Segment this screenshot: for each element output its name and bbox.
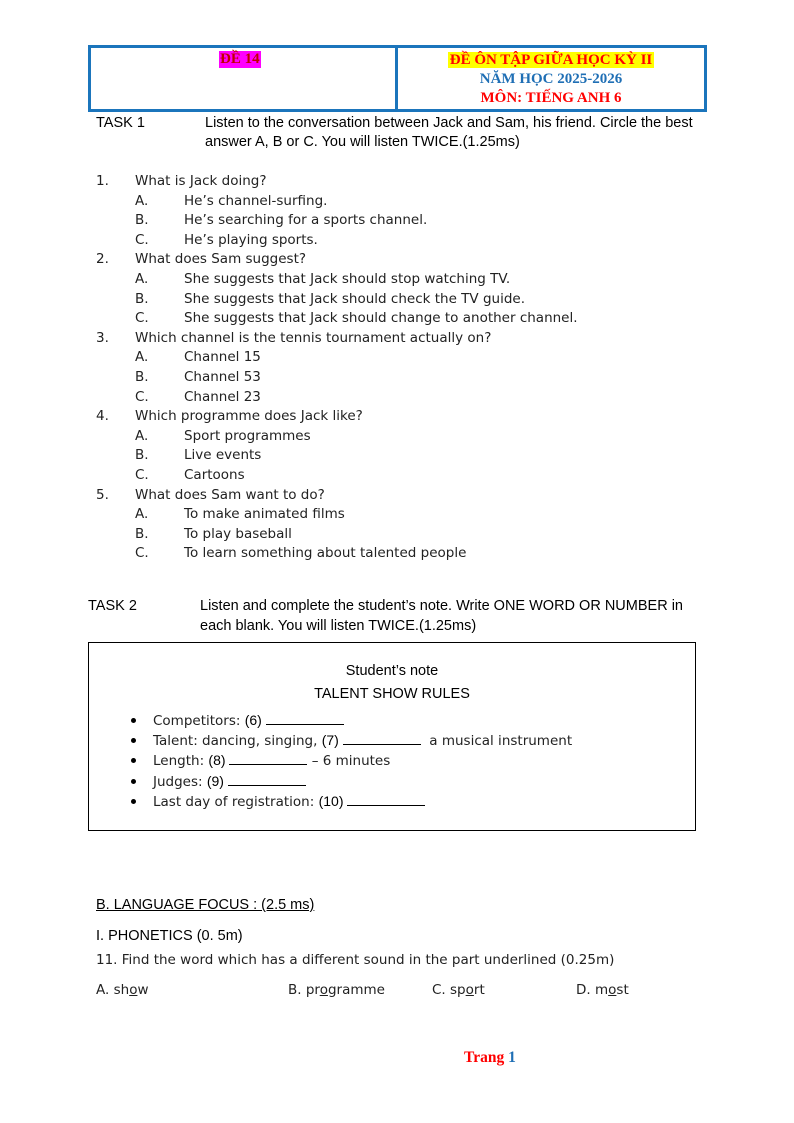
blank-number: (6) — [244, 712, 266, 728]
language-focus-heading: B. LANGUAGE FOCUS : (2.5 ms) — [96, 897, 315, 913]
underlined-letter: o — [319, 982, 328, 998]
question-number: 1. — [96, 173, 109, 189]
option-part: sp — [450, 982, 466, 998]
option-letter[interactable]: A. — [135, 427, 149, 444]
option-part: m — [594, 982, 609, 998]
option-letter[interactable]: C. — [135, 231, 149, 248]
option-text[interactable]: She suggests that Jack should stop watching TV. — [184, 271, 511, 287]
question-text: What does Sam suggest? — [135, 251, 307, 268]
option-text[interactable]: He’s channel-surfing. — [184, 192, 328, 209]
question-number: 2. — [96, 251, 109, 268]
bullet-icon — [131, 799, 136, 804]
note-item — [153, 731, 572, 751]
option-part: pr — [305, 982, 320, 998]
answer-blank[interactable] — [266, 711, 344, 725]
task1-instruction-1: Listen to the conversation between Jack and Sam, his friend. Circle the best — [205, 115, 693, 131]
option-letter[interactable]: C. — [135, 467, 149, 483]
option-letter[interactable]: A. — [135, 506, 149, 523]
option-letter[interactable]: C. — [135, 545, 149, 562]
option-part: rt — [473, 982, 485, 998]
question-text: Which channel is the tennis tournament actually on? — [135, 329, 492, 346]
note-item — [153, 772, 306, 792]
option-part: B. — [288, 982, 306, 998]
blank-number: (8) — [208, 752, 230, 768]
question-number: 4. — [96, 408, 109, 425]
option-part: w — [137, 982, 149, 998]
note-item-label: Length: — [153, 753, 209, 769]
phonetics-option[interactable] — [576, 981, 629, 1000]
option-part: st — [616, 982, 629, 998]
exam-title — [398, 51, 704, 108]
phonetics-option[interactable] — [96, 981, 149, 1000]
note-item-suffix: a musical instrument — [420, 733, 573, 749]
title-line-1: ĐỀ ÔN TẬP GIỮA HỌC KỲ II — [449, 52, 653, 68]
note-title: Student’s note — [345, 663, 439, 679]
note-item-label: Judges: — [153, 774, 207, 790]
title-line-3: MÔN: TIẾNG ANH 6 — [480, 90, 622, 106]
note-item — [153, 751, 390, 771]
phonetics-option[interactable] — [288, 981, 385, 1000]
option-letter[interactable]: B. — [135, 525, 149, 542]
note-item — [153, 711, 344, 731]
question-number: 3. — [96, 329, 109, 346]
option-letter[interactable]: B. — [135, 290, 149, 307]
answer-blank[interactable] — [229, 751, 307, 765]
task1-instruction-2: answer A, B or C. You will listen TWICE.(1.25ms) — [205, 134, 520, 150]
phonetics-option[interactable] — [432, 981, 485, 1000]
blank-number: (10) — [318, 793, 348, 809]
note-item-label: Talent: dancing, singing, — [153, 733, 322, 749]
question-text: Which programme does Jack like? — [135, 408, 363, 425]
page-label: Trang — [464, 1049, 509, 1066]
option-text[interactable]: To make animated films — [184, 506, 345, 523]
answer-blank[interactable] — [343, 731, 421, 745]
option-text[interactable]: Channel 53 — [184, 369, 261, 385]
underlined-letter: o — [129, 982, 138, 998]
bullet-icon — [131, 718, 136, 723]
bullet-icon — [131, 758, 136, 763]
option-letter[interactable]: A. — [135, 271, 149, 287]
option-text[interactable]: Live events — [184, 447, 262, 464]
question-text: What is Jack doing? — [135, 173, 267, 189]
answer-blank[interactable] — [347, 792, 425, 806]
option-text[interactable]: Cartoons — [184, 467, 245, 483]
underlined-letter: o — [608, 982, 617, 998]
option-part: sh — [113, 982, 130, 998]
note-item-label: Competitors: — [153, 713, 245, 729]
option-text[interactable]: She suggests that Jack should check the TV guide. — [184, 290, 525, 307]
note-item-suffix: – 6 minutes — [307, 753, 391, 769]
note-item — [153, 792, 425, 812]
note-item-label: Last day of registration: — [153, 794, 319, 810]
option-letter[interactable]: B. — [135, 212, 149, 229]
option-text[interactable]: She suggests that Jack should change to another channel. — [184, 310, 578, 327]
option-text[interactable]: Sport programmes — [184, 427, 311, 444]
option-text[interactable]: Channel 15 — [184, 349, 261, 366]
option-letter[interactable]: B. — [135, 369, 149, 385]
option-part: A. — [96, 982, 114, 998]
option-text[interactable]: He’s playing sports. — [184, 231, 318, 248]
option-part: D. — [576, 982, 595, 998]
question-11: 11. Find the word which has a different sound in the part underlined (0.25m) — [96, 952, 615, 968]
phonetics-heading: I. PHONETICS (0. 5m) — [96, 928, 243, 944]
option-letter[interactable]: B. — [135, 447, 149, 464]
option-letter[interactable]: A. — [135, 349, 149, 366]
question-number: 5. — [96, 486, 109, 503]
option-letter[interactable]: A. — [135, 192, 149, 209]
option-text[interactable]: To learn something about talented people — [184, 545, 467, 562]
task1-label: TASK 1 — [96, 115, 145, 131]
option-text[interactable]: To play baseball — [184, 525, 292, 542]
task2-instruction-2: each blank. You will listen TWICE.(1.25ms) — [200, 618, 477, 634]
option-part: gramme — [327, 982, 385, 998]
blank-number: (9) — [206, 773, 228, 789]
title-line-2: NĂM HỌC 2025-2026 — [479, 71, 623, 87]
option-text[interactable]: Channel 23 — [184, 388, 261, 405]
bullet-icon — [131, 738, 136, 743]
blank-number: (7) — [321, 732, 343, 748]
page-number: 1 — [508, 1049, 516, 1066]
note-subtitle: TALENT SHOW RULES — [314, 686, 470, 702]
exam-code: ĐỀ 14 — [220, 51, 260, 67]
option-part: C. — [432, 982, 451, 998]
page-footer — [464, 1049, 516, 1067]
task2-instruction-1: Listen and complete the student’s note. Write ONE WORD OR NUMBER in — [200, 598, 683, 614]
answer-blank[interactable] — [228, 772, 306, 786]
option-text[interactable]: He’s searching for a sports channel. — [184, 212, 428, 229]
option-letter[interactable]: C. — [135, 388, 149, 405]
task2-label: TASK 2 — [88, 598, 137, 614]
question-text: What does Sam want to do? — [135, 486, 325, 503]
underlined-letter: o — [465, 982, 474, 998]
bullet-icon — [131, 779, 136, 784]
option-letter[interactable]: C. — [135, 310, 149, 327]
